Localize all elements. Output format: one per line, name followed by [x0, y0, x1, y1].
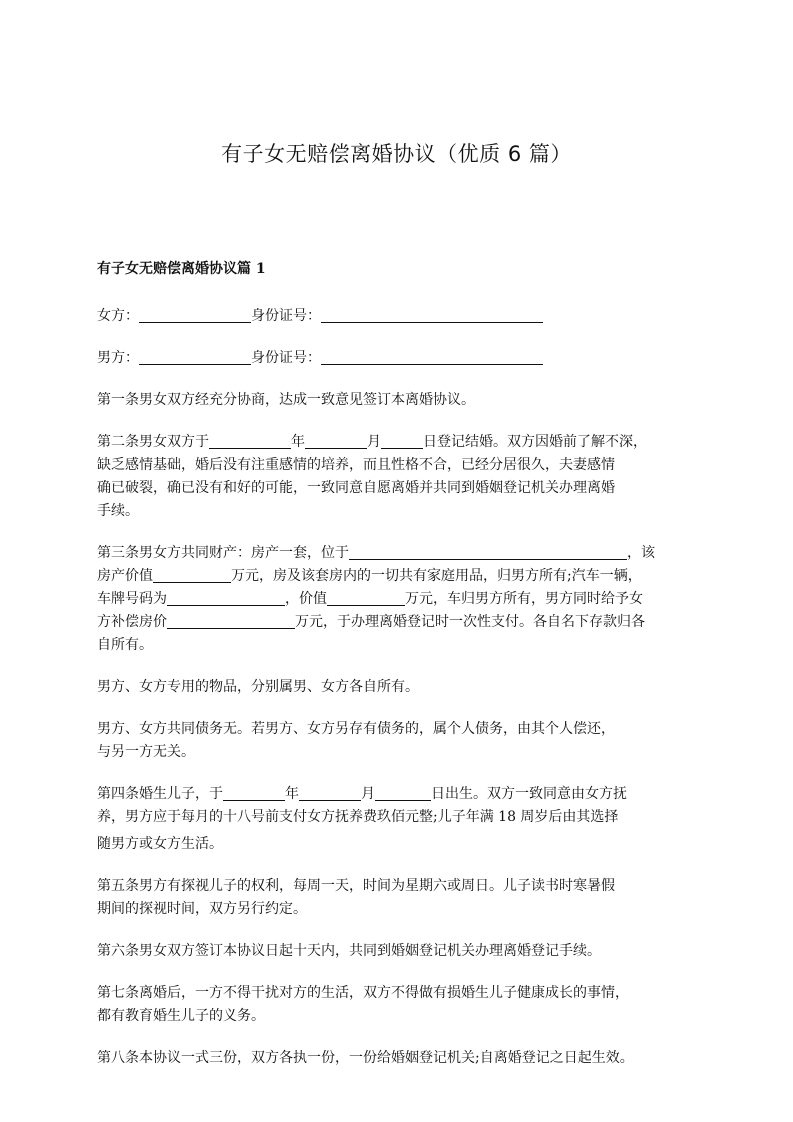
article-4-line-3: 随男方或女方生活。 [97, 836, 223, 852]
marriage-year-blank [209, 434, 291, 449]
marriage-day-blank [381, 434, 423, 449]
article-2-text-b: 日登记结婚。双方因婚前了解不深， [423, 434, 647, 450]
article-7-line-1: 第七条离婚后，一方不得干扰对方的生活，双方不得做有损婚生儿子健康成长的事情， [97, 985, 629, 1001]
article-2-line-1 [97, 431, 715, 454]
birth-day-blank [375, 786, 431, 801]
article-2-line-4: 手续。 [97, 503, 139, 519]
article-3 [97, 542, 715, 657]
year-label: 年 [291, 434, 305, 450]
male-party-line [97, 347, 715, 370]
article-2-line-2: 缺乏感情基础，婚后没有注重感情的培养，而且性格不合，已经分居很久，夫妻感情 [97, 457, 615, 473]
month-label: 月 [367, 434, 381, 450]
article-5 [97, 875, 715, 921]
article-2-text-a: 第二条男女双方于 [97, 434, 209, 450]
article-5-line-1: 第五条男方有探视儿子的权利，每周一天，时间为星期六或周日。儿子读书时寒暑假 [97, 878, 615, 894]
article-6: 第六条男女双方签订本协议日起十天内，共同到婚姻登记机关办理离婚登记手续。 [97, 943, 601, 959]
article-3-line-1 [97, 542, 715, 565]
year-label: 年 [285, 786, 299, 802]
female-id-blank [321, 308, 543, 323]
birth-year-blank [223, 786, 285, 801]
month-label: 月 [361, 786, 375, 802]
property-location-blank [349, 545, 627, 560]
debts-line-1: 男方、女方共同债务无。若男方、女方另存有债务的，属个人债务，由其个人偿还， [97, 721, 615, 737]
car-value-blank [327, 591, 405, 606]
article-3-text-h: 方补偿房价 [97, 614, 167, 630]
section-heading: 有子女无赔偿离婚协议篇 1 [97, 261, 266, 277]
article-3-line-5: 自所有。 [97, 637, 153, 653]
female-party-line [97, 305, 715, 328]
article-2-line-3: 确已破裂，确已没有和好的可能，一致同意自愿离婚并共同到婚姻登记机关办理离婚 [97, 480, 615, 496]
debts-paragraph [97, 718, 715, 764]
article-3-line-3 [97, 588, 715, 611]
female-id-label: 身份证号： [251, 308, 321, 324]
article-3-text-b: ，该 [627, 545, 655, 561]
article-4-line-2: 养，男方应于每月的十八号前支付女方抚养费玖佰元整;儿子年满 18 周岁后由其选择 [97, 809, 619, 825]
male-label: 男方： [97, 350, 139, 366]
article-4-text-a: 第四条婚生儿子，于 [97, 786, 223, 802]
article-4-line-1 [97, 783, 715, 806]
marriage-month-blank [305, 434, 367, 449]
document-title: 有子女无赔偿离婚协议（优质 6 篇） [221, 142, 572, 166]
property-value-blank [153, 568, 231, 583]
female-name-blank [139, 308, 251, 323]
male-id-label: 身份证号： [251, 350, 321, 366]
personal-items-paragraph: 男方、女方专用的物品，分别属男、女方各自所有。 [97, 679, 419, 695]
article-3-text-f: ，价值 [285, 591, 327, 607]
male-name-blank [139, 350, 251, 365]
article-3-text-d: 万元，房及该套房内的一切共有家庭用品，归男方所有;汽车一辆， [231, 568, 642, 584]
article-3-text-a: 第三条男女方共同财产：房产一套，位于 [97, 545, 349, 561]
article-8: 第八条本协议一式三份，双方各执一份，一份给婚姻登记机关;自离婚登记之日起生效。 [97, 1050, 634, 1066]
male-id-blank [321, 350, 543, 365]
birth-month-blank [299, 786, 361, 801]
debts-line-2: 与另一方无关。 [97, 744, 195, 760]
article-7 [97, 982, 715, 1028]
compensation-blank [167, 614, 295, 629]
article-3-text-i: 万元，于办理离婚登记时一次性支付。各自名下存款归各 [295, 614, 645, 630]
article-3-line-2 [97, 565, 715, 588]
article-4-text-b: 日出生。双方一致同意由女方抚 [431, 786, 627, 802]
document-body [97, 258, 715, 1089]
article-3-text-g: 万元，车归男方所有，男方同时给予女 [405, 591, 643, 607]
article-3-text-c: 房产价值 [97, 568, 153, 584]
plate-number-blank [167, 591, 285, 606]
article-5-line-2: 期间的探视时间，双方另行约定。 [97, 901, 307, 917]
article-7-line-2: 都有教育婚生儿子的义务。 [97, 1008, 265, 1024]
article-2 [97, 431, 715, 523]
article-3-text-e: 车牌号码为 [97, 591, 167, 607]
article-4 [97, 783, 715, 856]
article-1: 第一条男女双方经充分协商，达成一致意见签订本离婚协议。 [97, 392, 475, 408]
article-3-line-4 [97, 611, 715, 634]
female-label: 女方： [97, 308, 139, 324]
